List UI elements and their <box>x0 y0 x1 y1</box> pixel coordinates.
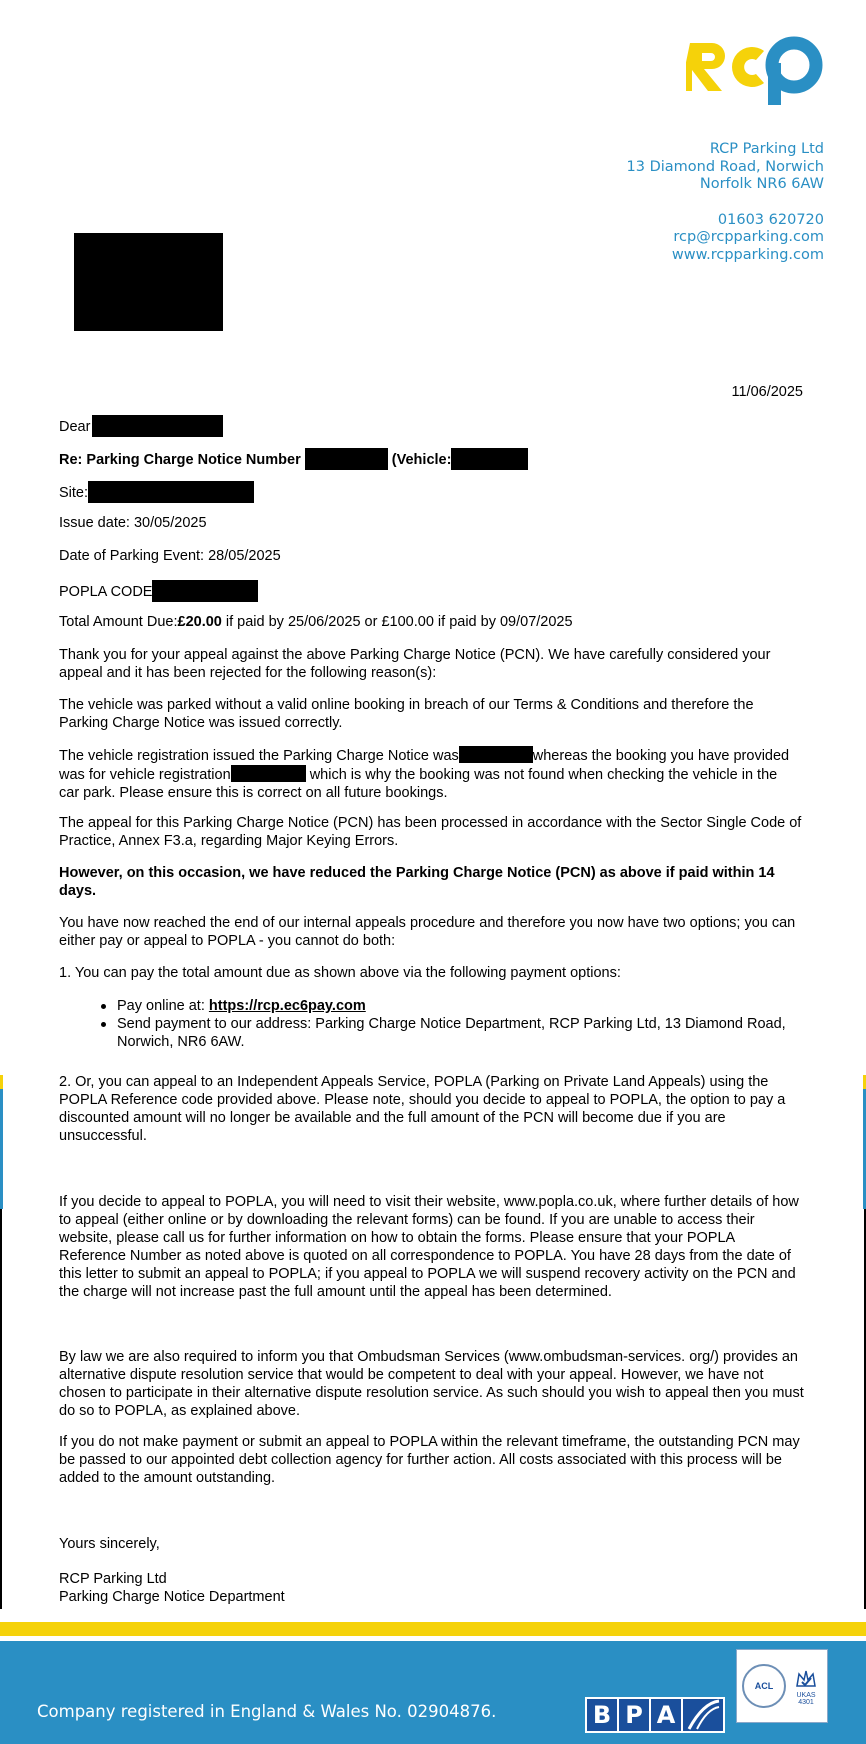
pay-online-label: Pay online at: <box>117 998 209 1014</box>
paragraph-debt-collection: If you do not make payment or submit an appeal to POPLA within the relevant timeframe, the outstanding PCN may be passed to our appointed debt collection agency for further action. All costs associated with this process will be added to the amount outstanding. <box>59 1434 800 1486</box>
paragraph-code-of-practice: The appeal for this Parking Charge Notice (PCN) has been processed in accordance with the Sector Single Code of Practice, Annex F3.a, regarding Major Keying Errors. <box>59 815 802 849</box>
salutation <box>59 415 223 437</box>
company-address-line2: Norfolk NR6 6AW <box>699 176 824 192</box>
list-item: Send payment to our address: Parking Charge Notice Department, RCP Parking Ltd, 13 Diamond Road, Norwich, NR6 6AW. <box>100 1015 805 1051</box>
option-1: 1. You can pay the total amount due as shown above via the following payment options: <box>59 965 621 981</box>
footer <box>0 1641 866 1744</box>
para3-part4: which is why the booking was not found when checking the vehicle in the <box>305 767 778 783</box>
bpa-logo <box>585 1697 725 1733</box>
issue-date: Issue date: 30/05/2025 <box>59 515 207 531</box>
footer-yellow-band <box>0 1622 866 1636</box>
acl-badge: ACL <box>742 1664 786 1708</box>
total-suffix: if paid by 25/06/2025 or £100.00 if paid by 09/07/2025 <box>221 614 573 630</box>
redacted-vehicle-reg <box>451 448 528 470</box>
popla-code-label: POPLA CODE <box>59 584 153 600</box>
redacted-pcn-number <box>305 448 388 470</box>
closing: Yours sincerely, <box>59 1536 160 1552</box>
payment-link[interactable]: https://rcp.ec6pay.com <box>208 998 366 1014</box>
signature-department: Parking Charge Notice Department <box>59 1589 285 1605</box>
para3-part2: whereas the booking you have provided <box>532 748 790 764</box>
option-2: 2. Or, you can appeal to an Independent Appeals Service, POPLA (Parking on Private Land Appeals) using the POPLA Reference code provided above. Please note, should you decide to appeal to POPLA, the option to pay a discounted amount will no longer be available and the full amount of the PCN will become due if you are unsuccessful. <box>59 1074 786 1144</box>
company-name: RCP Parking Ltd <box>709 141 824 157</box>
letter-date: 11/06/2025 <box>731 384 803 400</box>
bpa-letter-b: B <box>587 1699 617 1731</box>
total-prefix: Total Amount Due: <box>59 614 178 630</box>
list-item <box>100 997 805 1015</box>
parking-event-date: Date of Parking Event: 28/05/2025 <box>59 548 281 564</box>
ukas-badge <box>790 1658 822 1714</box>
para3-part5: car park. Please ensure this is correct on all future bookings. <box>59 785 448 801</box>
site-line <box>59 481 254 503</box>
redacted-name <box>92 415 223 437</box>
total-amount: £20.00 <box>177 614 222 630</box>
paragraph-registration <box>59 746 804 802</box>
paragraph-options: You have now reached the end of our internal appeals procedure and therefore you now have two options; you can either pay or appeal to POPLA - you cannot do both: <box>59 915 796 949</box>
company-website: www.rcpparking.com <box>671 246 824 263</box>
redacted-recipient-address <box>74 233 223 331</box>
redacted-site <box>88 481 254 503</box>
ukas-crown-icon <box>793 1666 819 1692</box>
redacted-issued-reg <box>459 746 533 763</box>
company-registration: Company registered in England & Wales No. 02904876. <box>37 1702 497 1721</box>
rcp-logo <box>686 33 826 107</box>
re-line <box>59 448 528 470</box>
ukas-number: 4301 <box>798 1699 814 1706</box>
payment-options-list <box>100 997 805 1051</box>
re-prefix: Re: Parking Charge Notice Number <box>59 452 301 468</box>
page-edge-left-yellow <box>0 1075 3 1089</box>
company-email: rcp@rcpparking.com <box>673 229 824 245</box>
para3-part1: The vehicle registration issued the Parking Charge Notice was <box>59 748 459 764</box>
dear-label: Dear <box>59 419 91 435</box>
total-amount-line <box>59 613 573 631</box>
site-label: Site: <box>59 485 89 501</box>
ukas-label: UKAS <box>796 1692 816 1699</box>
redacted-popla-code <box>152 580 258 602</box>
bpa-letter-p: P <box>619 1699 649 1731</box>
para3-part3: was for vehicle registration <box>59 767 231 783</box>
page-edge-left-blue <box>0 1089 3 1209</box>
company-phone: 01603 620720 <box>717 211 824 228</box>
paragraph-rejection-reason: The vehicle was parked without a valid online booking in breach of our Terms & Conditions and therefore the Parking Charge Notice was issued correctly. <box>59 697 754 731</box>
paragraph-ombudsman: By law we are also required to inform you that Ombudsman Services (www.ombudsman-services. org/) provides an alternative dispute resolution service that would be competent to deal with your appeal. However, we have not chosen to participate in their alternative dispute resolution service. As such should you wish to appeal then you must do so to POPLA, as explained above. <box>59 1349 804 1419</box>
company-address <box>627 141 824 264</box>
signature-company: RCP Parking Ltd <box>59 1571 167 1587</box>
popla-code-line <box>59 580 258 602</box>
re-vehicle: (Vehicle: <box>391 452 452 468</box>
accreditation-badges <box>736 1649 828 1723</box>
bpa-swoosh-icon <box>683 1699 723 1731</box>
paragraph-popla-info: If you decide to appeal to POPLA, you will need to visit their website, www.popla.co.uk, where further details of how to appeal (either online or by downloading the relevant forms) can be found. If you are unable to access their website, please call us for further information on how to obtain the forms. Please ensure that your POPLA Reference Number as noted above is quoted on all correspondence to POPLA. You have 28 days from the date of this letter to submit an appeal to POPLA; if you appeal to POPLA we will suspend recovery activity on the PCN and the charge will not increase past the full amount until the appeal has been determined. <box>59 1194 799 1300</box>
company-address-line1: 13 Diamond Road, Norwich <box>626 158 824 175</box>
redacted-booking-reg <box>231 765 306 782</box>
paragraph-reduction: However, on this occasion, we have reduced the Parking Charge Notice (PCN) as above if paid within 14 days. <box>59 865 775 899</box>
paragraph-appeal-thanks: Thank you for your appeal against the above Parking Charge Notice (PCN). We have carefully considered your appeal and it has been rejected for the following reason(s): <box>59 647 771 681</box>
bpa-letter-a: A <box>651 1699 681 1731</box>
